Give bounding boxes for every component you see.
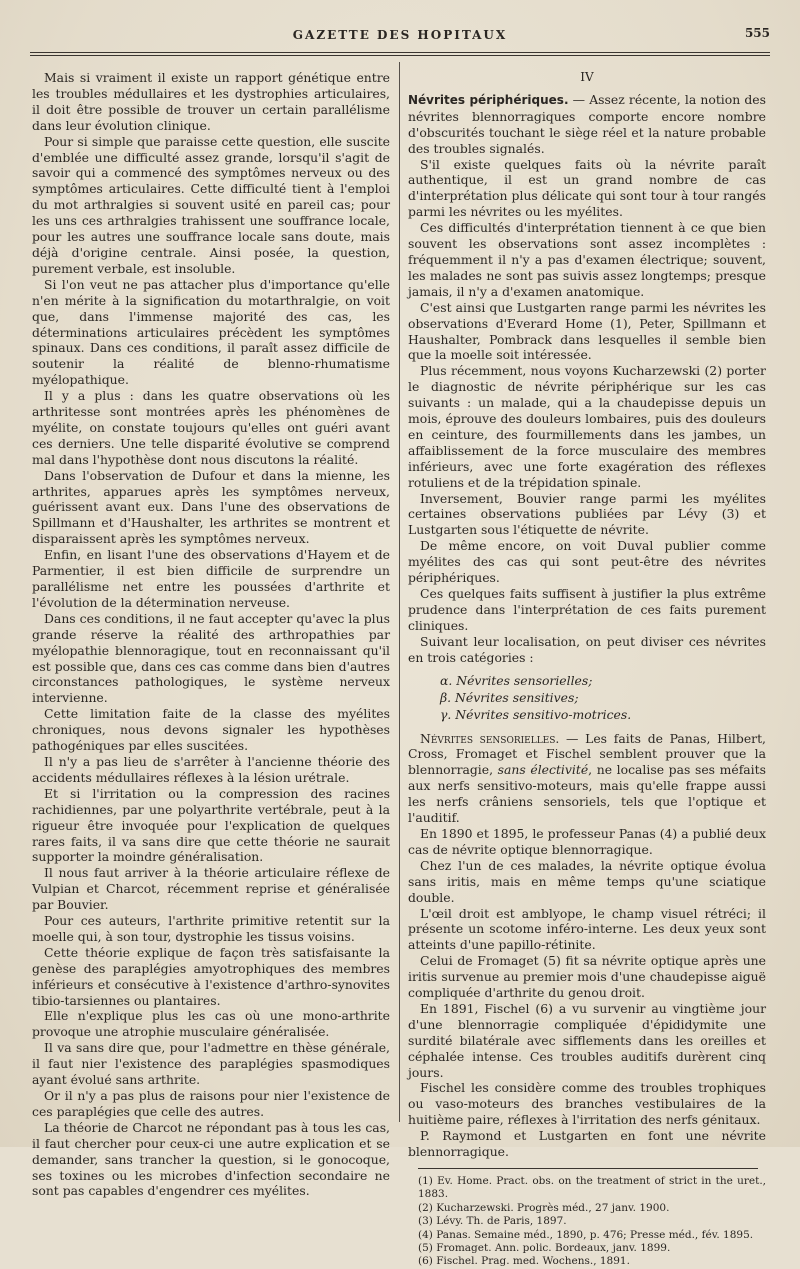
category-list [408, 672, 766, 723]
paragraph: Plus récemment, nous voyons Kucharzewski (2) porter le diagnostic de névrite périphérique sur les cas suivants : un malade, qui a la chaudepisse depuis un mois, éprouve des douleurs lombaires, puis des douleurs en ceinture, des fourmillements dans les jambes, un affaiblissement de la force musculaire des membres inférieurs, avec une forte exagération des réflexes rotuliens et de la trépidation spinale. [408, 363, 766, 490]
paragraph-text: — Les faits de Panas, Hilbert, Cross, Fromaget et Fischel semblent prouver que la blennorragie, [408, 730, 766, 778]
emphasis-text: sans électivité [497, 762, 589, 778]
paragraph: Il va sans dire que, pour l'admettre en thèse générale, il faut nier l'existence des paraplégies spasmodiques ayant évolué sans arthrite. [32, 1040, 390, 1088]
header-rule [30, 52, 770, 56]
paragraph: De même encore, on voit Duval publier comme myélites des cas qui sont peut-être des névrites périphériques. [408, 538, 766, 586]
category-item: γ. Névrites sensitivo-motrices. [440, 706, 632, 722]
right-column [408, 70, 766, 1269]
footnote: (6) Fischel. Prag. med. Wochens., 1891. [418, 1255, 630, 1268]
paragraph: Cette limitation faite de la classe des myélites chroniques, nous devons signaler les hypothèses pathogéniques par elles suscitées. [32, 706, 390, 754]
paragraph: Ces quelques faits suffisent à justifier la plus extrême prudence dans l'interprétation de ces faits purement cliniques. [408, 586, 766, 633]
paragraph: Pour si simple que paraisse cette question, elle suscite d'emblée une difficulté assez grande, lorsqu'il s'agit de savoir qui a commencé des symptômes nerveux ou des symptômes articulaires. Cette difficulté tient à l'emploi du mot arthralgies si souvent usité en pareil cas; pour les uns ces arthralgies trahissent une souffrance locale, pour les autres une souffrance locale sans doute, mais déjà d'origine centrale. Ainsi posée, la question, purement verbale, est insoluble. [32, 133, 390, 276]
paragraph-text: , ne localise pas ses méfaits aux nerfs sensitivo-moteurs, mais qu'elle frappe aussi les nerfs crâniens sensoriels, tels que l'optique et l'auditif. [408, 762, 766, 826]
paragraph: Enfin, en lisant l'une des observations d'Hayem et de Parmentier, il est bien difficile de surprendre un parallélisme net entre les poussées d'arthrite et l'évolution de la détermination nerveuse. [32, 547, 390, 610]
paragraph: Si l'on veut ne pas attacher plus d'importance qu'elle n'en mérite à la signification du motarthralgie, on voit que, dans l'immense majorité des cas, les déterminations articulaires précèdent les symptômes spinaux. Dans ces conditions, il paraît assez difficile de soutenir la réalité de blenno-rhumatisme myélopathique. [32, 276, 390, 388]
paragraph: En 1891, Fischel (6) a vu survenir au vingtième jour d'une blennorragie compliquée d'épididymite une surdité bilatérale avec sifflements dans les oreilles et céphalée intense. Ces troubles auditifs durèrent cinq jours. [408, 1000, 766, 1080]
section-number: IV [580, 70, 594, 84]
paragraph: C'est ainsi que Lustgarten range parmi les névrites les observations d'Everard Home (1), Peter, Spillmann et Haushalter, Pombrack dans lesquelles il semble bien que la moelle soit intéressée. [408, 299, 766, 363]
footnote: (2) Kucharzewski. Progrès méd., 27 janv. 1900. [418, 1201, 670, 1214]
paragraph: Chez l'un de ces malades, la névrite optique évolua sans iritis, mais en même temps qu'une sciatique double. [408, 857, 766, 905]
section-heading: Névrites périphériques. [408, 92, 569, 107]
journal-title: GAZETTE DES HOPITAUX [292, 28, 508, 42]
paragraph: Or il n'y a pas plus de raisons pour nier l'existence de ces paraplégies que celle des autres. [32, 1088, 390, 1119]
footnotes [408, 1175, 766, 1269]
paragraph: En 1890 et 1895, le professeur Panas (4) a publié deux cas de névrite optique blennorragique. [408, 825, 766, 857]
paragraph: La théorie de Charcot ne répondant pas à tous les cas, il faut chercher pour ceux-ci une autre explication et se demander, sans trancher la question, si le gonocoque, ses toxines ou les microbes d'infection secondaire ne sont pas capables d'engendrer ces myélites. [32, 1119, 390, 1199]
paragraph-text: — Assez récente, la notion des névrites blennorragiques comporte encore nombre d'obscurités touchant le siège réel et la nature probable des troubles signalés. [408, 91, 766, 156]
paragraph: Ces difficultés d'interprétation tiennent à ce que bien souvent les observations sont assez incomplètes : fréquemment il n'y a pas d'examen électrique; souvent, les malades ne sont pas suivis assez longtemps; presque jamais, il n'y a d'examen anatomique. [408, 220, 766, 299]
paragraph: S'il existe quelques faits où la névrite paraît authentique, il est un grand nombre de cas d'interprétation plus délicate qui sont tour à tour rangés parmi les névrites ou les myélites. [408, 156, 766, 220]
footnote: (4) Panas. Semaine méd., 1890, p. 476; Presse méd., fév. 1895. [418, 1228, 754, 1241]
paragraph: Inversement, Bouvier range parmi les myélites certaines observations publiées par Lévy (3) et Lustgarten sous l'étiquette de névrite. [408, 490, 766, 538]
category-item: β. Névrites sensitives; [440, 689, 579, 705]
paragraph: Il n'y a pas lieu de s'arrêter à l'ancienne théorie des accidents médullaires réflexes à la lésion urétrale. [32, 753, 390, 785]
footnote-rule [418, 1168, 758, 1169]
paragraph: Dans l'observation de Dufour et dans la mienne, les arthrites, apparues après les symptômes nerveux, guérissent avant eux. Dans l'une des observations de Spillmann et d'Haushalter, les arthrites se montrent et disparaissent après les symptômes nerveux. [32, 467, 390, 547]
paragraph: Celui de Fromaget (5) fit sa névrite optique après une iritis survenue au premier mois d'une chaudepisse aiguë compliquée d'arthrite du genou droit. [408, 953, 766, 1001]
paragraph: L'œil droit est amblyope, le champ visuel rétréci; il présente un scotome inféro-interne. Les deux yeux sont atteints d'une papillo-rétinite. [408, 905, 766, 953]
page-header [30, 28, 770, 48]
paragraph: Suivant leur localisation, on peut diviser ces névrites en trois catégories : [408, 633, 766, 665]
paragraph: Il nous faut arriver à la théorie articulaire réflexe de Vulpian et Charcot, récemment reprise et généralisée par Bouvier. [32, 865, 390, 913]
paragraph: Dans ces conditions, il ne faut accepter qu'avec la plus grande réserve la réalité des arthropathies par myélopathie blennoragique, tout en reconnaissant qu'il est possible que, dans ces cas comme dans bien d'autres circonstances pathologiques, le système nerveux intervienne. [32, 610, 390, 706]
paragraph: P. Raymond et Lustgarten en font une névrite blennorragique. [408, 1128, 766, 1160]
paragraph: Elle n'explique plus les cas où une mono-arthrite provoque une atrophie musculaire généralisée. [32, 1008, 390, 1040]
column-divider [399, 62, 400, 1122]
paragraph [408, 731, 766, 826]
footnote: (1) Ev. Home. Pract. obs. on the treatment of strict in the uret., 1883. [418, 1175, 766, 1201]
left-column [32, 70, 390, 1199]
paragraph: Il y a plus : dans les quatre observations où les arthritesse sont montrées après les phénomènes de myélite, on constate toujours qu'elles ont guéri avant ces derniers. Une telle disparité évolutive se comprend mal dans l'hypothèse dont nous discutons la réalité. [32, 388, 390, 467]
footnote: (3) Lévy. Th. de Paris, 1897. [418, 1215, 567, 1228]
paragraph: Fischel les considère comme des troubles trophiques ou vaso-moteurs des branches vestibulaires de la huitième paire, réflexes à l'irritation des nerfs génitaux. [408, 1080, 766, 1128]
category-item: α. Névrites sensorielles; [440, 672, 593, 688]
paragraph: Pour ces auteurs, l'arthrite primitive retentit sur la moelle qui, à son tour, dystrophie les tissus voisins. [32, 913, 390, 944]
footnote: (5) Fromaget. Ann. polic. Bordeaux, janv. 1899. [418, 1242, 671, 1255]
paragraph [408, 92, 766, 157]
page-number: 555 [744, 26, 770, 40]
subsection-heading: Névrites sensorielles. [420, 730, 560, 746]
paragraph: Et si l'irritation ou la compression des racines rachidiennes, par une polyarthrite vertébrale, peut à la rigueur être invoquée pour l'explication de quelques rares faits, il va sans dire que cette théorie ne saurait supporter la moindre généralisation. [32, 785, 390, 865]
paragraph: Mais si vraiment il existe un rapport génétique entre les troubles médullaires et les dystrophies articulaires, il doit être possible de trouver un certain parallélisme dans leur évolution clinique. [32, 70, 390, 133]
paragraph: Cette théorie explique de façon très satisfaisante la genèse des paraplégies amyotrophiques des membres inférieurs et consécutive à l'existence d'arthro-synovites tibio-tarsiennes ou plantaires. [32, 944, 390, 1008]
